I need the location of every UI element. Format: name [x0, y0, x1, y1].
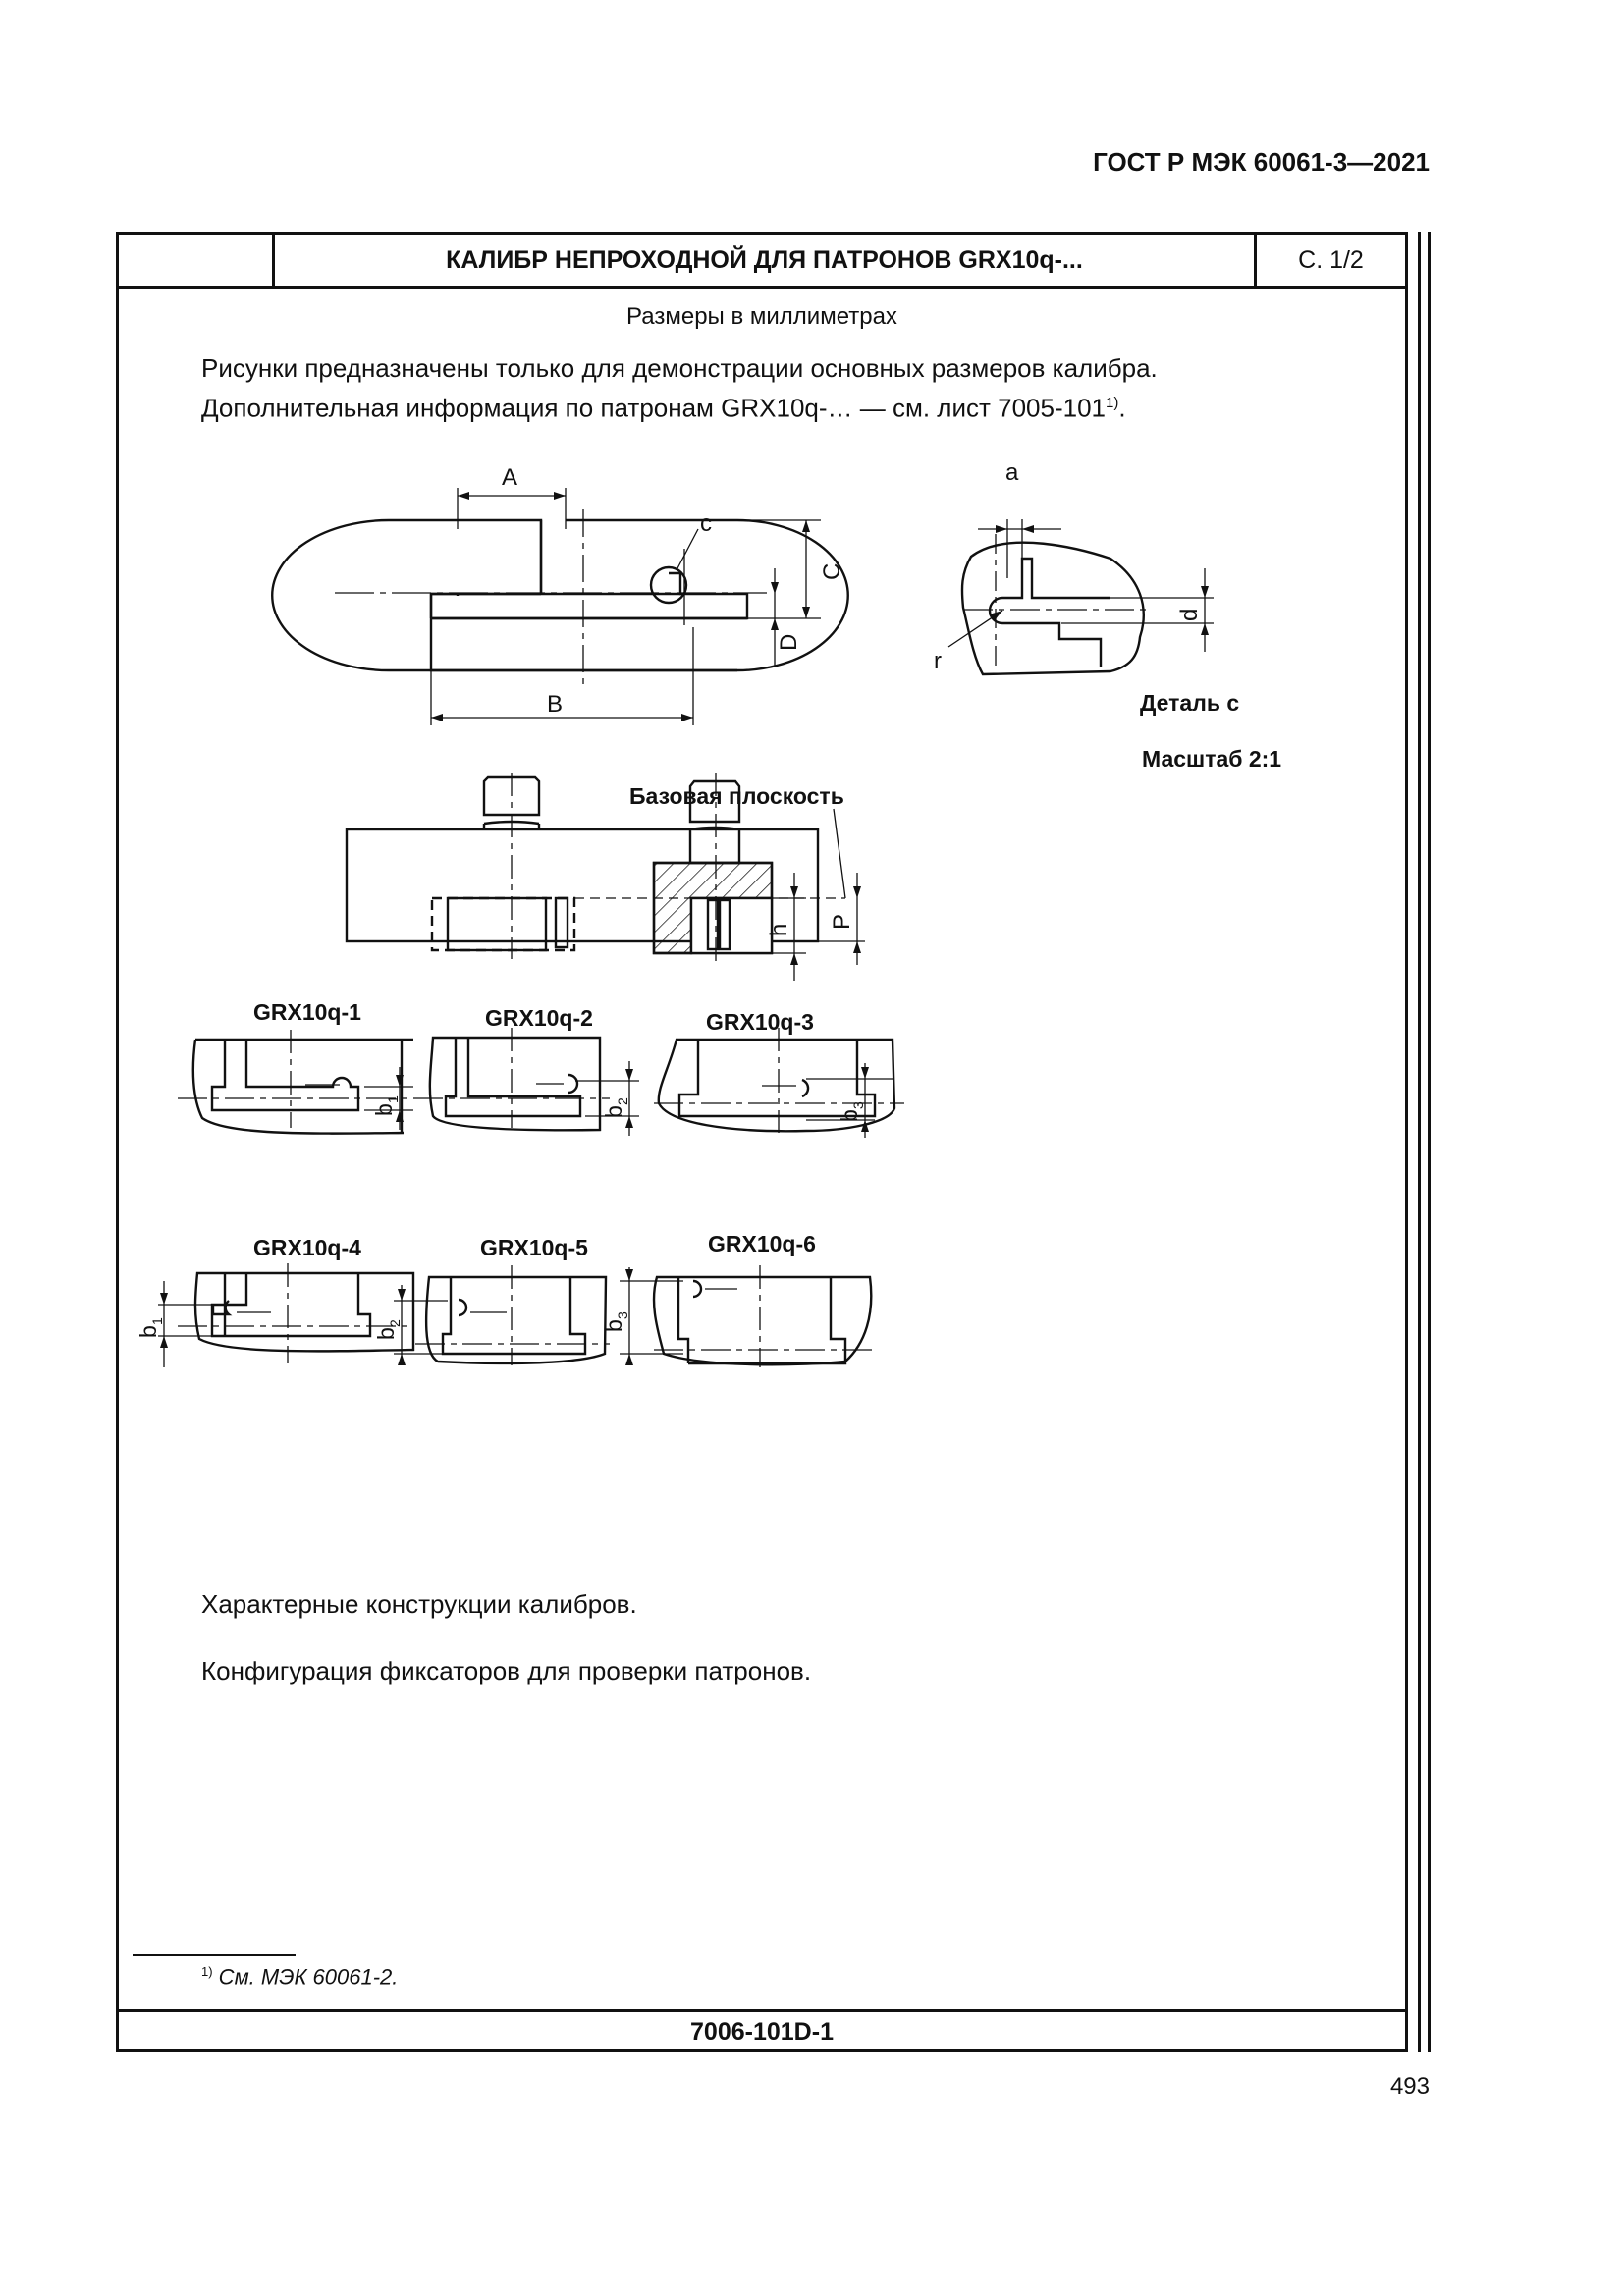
sheet-title: КАЛИБР НЕПРОХОДНОЙ ДЛЯ ПАТРОНОВ GRX10q-... — [446, 246, 1083, 274]
units-note: Размеры в миллиметрах — [626, 303, 897, 330]
variant-2-drawing — [413, 1028, 639, 1136]
dim-b1-label — [135, 1317, 165, 1338]
svg-text:b: b — [601, 1105, 626, 1118]
svg-text:1: 1 — [149, 1317, 165, 1325]
variant-1-drawing — [178, 1030, 413, 1134]
dim-a-label: a — [1005, 459, 1019, 486]
footnote-rule — [133, 1954, 296, 1956]
variant-label: GRX10q-1 — [253, 999, 361, 1025]
dim-A-label: A — [502, 464, 518, 491]
variant-label: GRX10q-6 — [708, 1231, 816, 1256]
svg-text:1: 1 — [385, 1095, 401, 1103]
page-number: 493 — [1389, 2073, 1430, 2100]
variant-6-drawing — [620, 1265, 875, 1367]
dim-b3-label — [837, 1101, 866, 1122]
svg-text:3: 3 — [850, 1101, 866, 1109]
svg-text:2: 2 — [387, 1319, 403, 1327]
frame-rail — [1418, 232, 1421, 2052]
variant-label: GRX10q-3 — [706, 1009, 814, 1035]
base-plane-label: Базовая плоскость — [629, 783, 844, 809]
footnote: $^{1)}$ См. МЭК 60061-2. — [201, 1964, 399, 1990]
variant-5-drawing — [394, 1265, 610, 1365]
variant-label: GRX10q-4 — [253, 1235, 361, 1260]
standard-number: ГОСТ Р МЭК 60061-3—2021 — [1093, 147, 1430, 177]
caption-constructions: Характерные конструкции калибров. — [201, 1589, 637, 1619]
sheet-code: 7006-101D-1 — [119, 2009, 1405, 2052]
svg-text:b: b — [601, 1319, 626, 1332]
dim-B-label: B — [547, 691, 564, 718]
gauge-drawing — [119, 235, 1405, 1952]
dim-b2-label — [373, 1319, 403, 1340]
variant-4-drawing — [158, 1263, 413, 1367]
svg-text:b: b — [837, 1109, 862, 1122]
frame-rail — [1428, 232, 1431, 2052]
dim-C-label: C — [819, 562, 845, 580]
svg-text:b: b — [373, 1327, 399, 1340]
dim-h-label: h — [766, 923, 792, 936]
dim-b2-label — [601, 1097, 630, 1118]
variant-label: GRX10q-5 — [480, 1235, 588, 1260]
sheet-index: С. 1/2 — [1298, 246, 1364, 274]
dim-P-label: P — [829, 913, 855, 930]
svg-text:b: b — [371, 1103, 397, 1116]
detail-callout-c: c — [700, 510, 712, 537]
dim-d-label: d — [1176, 608, 1203, 621]
dim-D-label: D — [776, 633, 802, 651]
radius-label: r — [934, 648, 942, 674]
detail-c-view — [948, 519, 1214, 674]
svg-text:2: 2 — [615, 1097, 630, 1105]
svg-text:b: b — [135, 1325, 161, 1338]
detail-title: Деталь с — [1140, 690, 1240, 716]
caption-fixators: Конфигурация фиксаторов для проверки патронов. — [201, 1656, 812, 1685]
variant-label: GRX10q-2 — [485, 1005, 593, 1031]
variant-3-drawing — [654, 1028, 904, 1138]
top-view — [272, 488, 848, 725]
intro-note: Рисунки предназначены только для демонстрации основных размеров калибра. Дополнительная информация по патронам GRX10q-… — см. лист 7005-101$^{1)}$. — [201, 353, 1158, 423]
sheet-frame — [116, 232, 1408, 2052]
svg-text:3: 3 — [615, 1311, 630, 1319]
detail-scale: Масштаб 2:1 — [1142, 746, 1282, 772]
